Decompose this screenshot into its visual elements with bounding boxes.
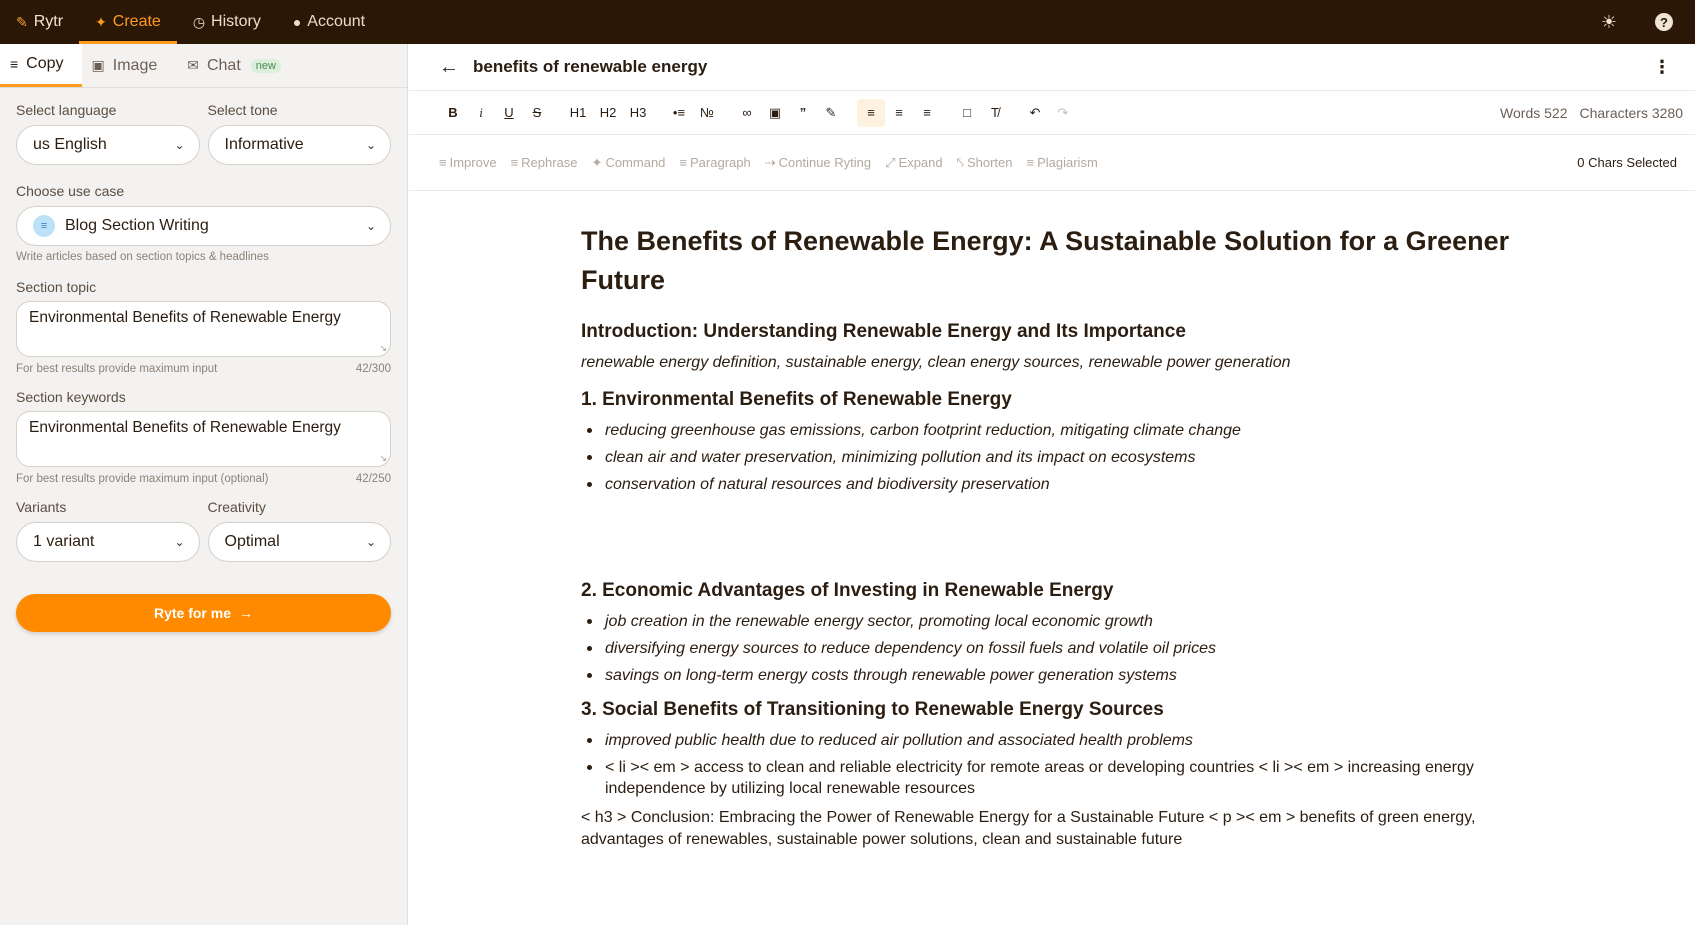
creativity-label: Creativity [207,499,266,515]
bold-button[interactable]: B [448,105,458,120]
shorten-icon: ⤣ [956,154,964,170]
chat-icon: ✉ [187,57,199,73]
tone-value: Informative [224,136,304,153]
section1-list [581,420,1521,495]
underline-button[interactable]: U [504,105,514,120]
align-right-icon[interactable]: ≡ [923,105,931,120]
nav-history-label: History [211,13,261,30]
language-tone-row [16,102,391,165]
creativity-value: Optimal [224,533,280,550]
search-lines-icon: ≡ [1026,155,1035,170]
logo-text: Rytr [33,13,64,30]
image-insert-icon[interactable]: ▣ [768,104,782,120]
topic-label: Section topic [16,279,97,295]
document-body[interactable] [581,222,1521,851]
italic-button[interactable]: i [479,104,483,120]
nav-create[interactable] [79,0,177,44]
rytr-logo[interactable] [0,0,79,44]
character-count: Characters 3280 [1579,104,1683,121]
align-center-icon[interactable]: ≡ [895,105,903,120]
link-icon[interactable]: ∞ [742,105,752,120]
lines-icon: ≡ [10,56,19,72]
plagiarism-button[interactable] [1027,155,1098,170]
topic-hint-row [16,363,391,375]
tab-chat-label: Chat [206,56,241,74]
highlight-pen-icon[interactable]: ✎ [825,104,837,120]
select-all-icon[interactable]: □ [963,105,971,120]
tone-select[interactable] [208,125,392,165]
tab-image[interactable] [82,44,178,87]
topic-value: Environmental Benefits of Renewable Energy [29,309,341,326]
expand-button[interactable] [885,155,943,171]
chevron-down-icon: ⌄ [174,138,185,152]
list-item: diversifying energy sources to reduce dependency on fossil fuels and volatile oil prices [581,638,1521,659]
list-item: job creation in the renewable energy sector, promoting local economic growth [581,611,1521,632]
topic-hint: For best results provide maximum input [16,363,218,375]
list-item: improved public health due to reduced air pollution and associated health problems [581,730,1521,751]
expand-label: Expand [898,155,943,170]
chevron-down-icon: ⌄ [365,535,376,549]
rephrase-button[interactable] [511,155,578,170]
conclusion-paragraph: < h3 > Conclusion: Embracing the Power of Renewable Energy for a Sustainable Future < p >< em > benefits of green energy, advantages of renewables, sustainable power solutions, clean and sustainable future [581,809,1476,848]
tab-chat[interactable] [177,44,301,87]
tab-copy-label: Copy [26,55,64,72]
nav-account[interactable] [277,0,381,44]
document-lines-icon: ≡ [33,215,55,237]
keywords-value: Environmental Benefits of Renewable Energy [29,419,341,436]
sidebar-form [0,102,407,632]
chevron-down-icon: ⌄ [365,219,376,233]
rytr-logo-icon: ✎ [16,14,28,30]
more-options-icon[interactable]: ⋮ [1653,56,1671,77]
improve-icon: ≡ [439,155,447,170]
list-item: savings on long-term energy costs through renewable power generation systems [581,665,1521,686]
variants-value: 1 variant [33,533,95,550]
variants-select[interactable] [16,522,200,562]
nav-history[interactable] [177,0,277,44]
heading2-button[interactable]: H2 [599,105,617,120]
top-bar [0,0,1695,44]
strikethrough-button[interactable]: S [532,105,542,120]
paragraph-icon: ≡ [679,155,687,170]
tab-image-label: Image [112,56,158,74]
improve-button[interactable] [439,155,497,170]
section3-heading: 3. Social Benefits of Transitioning to Renewable Energy Sources [581,699,1164,720]
command-label: Command [605,155,666,170]
shorten-label: Shorten [966,155,1013,170]
nav-account-label: Account [307,13,366,30]
ai-action-bar [409,135,1695,191]
section1-heading: 1. Environmental Benefits of Renewable Energy [581,389,1012,410]
chevron-down-icon: ⌄ [174,535,185,549]
command-button[interactable] [592,155,666,171]
intro-keywords: renewable energy definition, sustainable energy, clean energy sources, renewable power generation [581,354,1291,371]
document-title[interactable]: benefits of renewable energy [473,57,708,76]
word-count: Words 522 [1500,104,1568,121]
section3-list [581,730,1521,799]
ryte-for-me-button[interactable] [16,594,391,632]
language-value: us English [33,136,107,153]
expand-icon: ⤢ [885,154,896,170]
variants-label: Variants [16,499,67,515]
document-heading: The Benefits of Renewable Energy: A Sustainable Solution for a Greener Future [581,226,1510,295]
heading3-button[interactable]: H3 [629,105,647,120]
usecase-select[interactable] [16,206,391,246]
editor-panel [409,44,1695,925]
bullet-list-icon[interactable]: •≡ [672,105,686,120]
continue-icon: ⇢ [764,154,776,170]
keywords-hint: For best results provide maximum input (optional) [16,473,269,485]
shorten-button[interactable] [957,155,1013,171]
top-nav [0,0,381,44]
document-header [409,44,1695,91]
redo-icon[interactable]: ↷ [1057,104,1069,120]
resize-grip-icon[interactable]: ↘ [379,343,387,353]
tab-copy[interactable] [0,44,82,87]
language-label: Select language [16,102,117,118]
list-item: < li >< em > access to clean and reliable electricity for remote areas or developing countries < li >< em > increasing energy independence by utilizing local renewable resources [581,757,1521,799]
variants-creativity-row [16,499,391,562]
align-left-icon[interactable]: ≡ [857,99,885,127]
list-item: conservation of natural resources and biodiversity preservation [581,474,1521,495]
creativity-select[interactable] [208,522,392,562]
section-topic-input[interactable] [16,301,391,357]
section2-list [581,611,1521,686]
help-icon[interactable]: ? [1655,13,1673,31]
top-right-actions [1601,12,1695,33]
tone-label: Select tone [207,102,278,118]
new-badge: new [251,59,281,73]
rephrase-icon: ≡ [510,155,519,170]
sun-icon[interactable]: ☀ [1600,11,1617,32]
user-icon: ● [292,14,302,30]
format-toolbar [409,91,1695,135]
ryte-button-label: Ryte for me [153,605,232,621]
section-keywords-input[interactable] [16,411,391,467]
usecase-label: Choose use case [16,183,125,199]
usecase-value: Blog Section Writing [65,217,209,234]
list-item: clean air and water preservation, minimizing pollution and its impact on ecosystems [581,447,1521,468]
wand-icon: ✦ [591,154,603,170]
chars-selected: 0 Chars Selected [1577,155,1677,170]
sidebar [0,44,408,925]
nav-create-label: Create [112,13,161,30]
clear-format-icon[interactable]: T̸ [991,105,999,120]
resize-grip-icon[interactable]: ↘ [379,453,387,463]
usecase-hint: Write articles based on section topics & headlines [16,251,269,263]
document-counts [1500,105,1683,121]
quote-icon[interactable]: ” [799,105,807,120]
continue-label: Continue Ryting [778,155,872,170]
rephrase-label: Rephrase [521,155,578,170]
numbered-list-icon[interactable]: № [700,105,714,120]
paragraph-button[interactable] [679,155,750,170]
paragraph-label: Paragraph [690,155,751,170]
improve-label: Improve [449,155,497,170]
image-icon: ▣ [91,57,105,73]
topic-count: 42/300 [355,363,391,375]
continue-ryting-button[interactable] [765,155,871,171]
language-select[interactable] [16,125,200,165]
sidebar-tabs [0,44,407,88]
back-arrow-icon[interactable]: ← [439,55,459,78]
undo-icon[interactable]: ↶ [1029,104,1041,120]
intro-heading: Introduction: Understanding Renewable Energy and Its Importance [581,321,1186,342]
arrow-right-icon: → [239,605,254,621]
plagiarism-label: Plagiarism [1037,155,1098,170]
section2-heading: 2. Economic Advantages of Investing in Renewable Energy [581,580,1114,601]
keywords-label: Section keywords [16,389,126,405]
list-item: reducing greenhouse gas emissions, carbon footprint reduction, mitigating climate change [581,420,1521,441]
sparkles-icon: ✦ [95,14,107,30]
heading1-button[interactable]: H1 [569,105,587,120]
history-icon: ◷ [192,14,206,30]
keywords-hint-row [16,473,391,485]
chevron-down-icon: ⌄ [365,138,376,152]
keywords-count: 42/250 [355,473,391,485]
